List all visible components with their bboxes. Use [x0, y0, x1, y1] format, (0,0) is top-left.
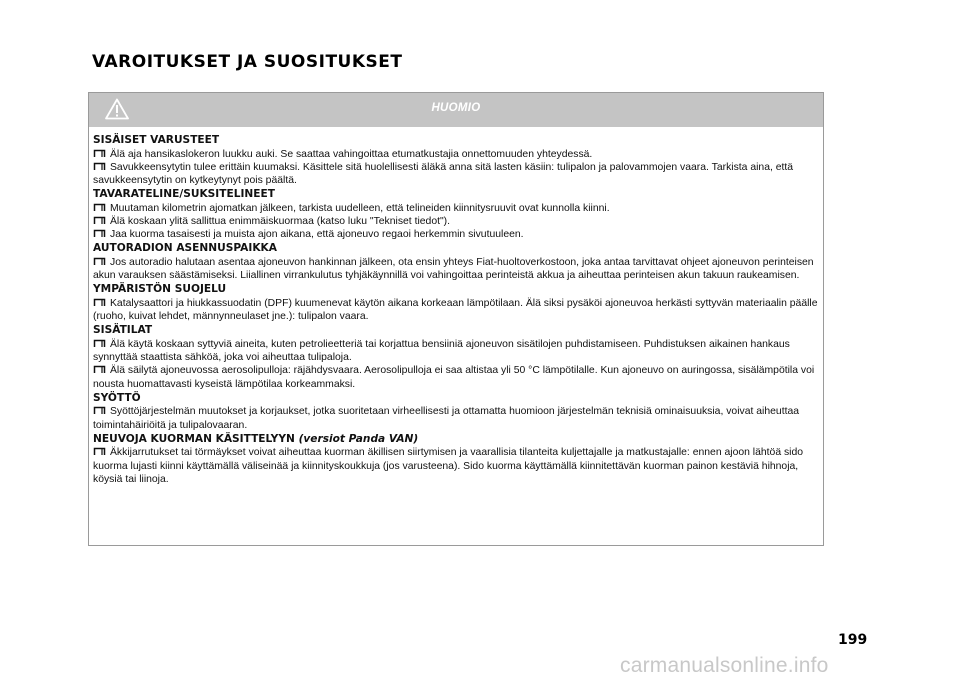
- section-title: [93, 242, 820, 256]
- section-title: [93, 433, 820, 447]
- list-item: [93, 161, 820, 187]
- list-item-text: Äkkijarrutukset tai törmäykset voivat aiheuttaa kuorman äkillisen siirtymisen ja vaarallisia tilanteita kuljettajalle ja matkustajalle: ennen ajoon lähtöä sido kuorma lujasti kiinni käyttämällä väliseinää ja kiinnityskoukkuja (jos varusteena). Sido kuorma käyttämällä kiinnitettävän kuorman painon kestäviä hihnoja, köysiä tai liinoja.: [93, 447, 804, 485]
- bullet-icon: [93, 203, 106, 212]
- bullet-icon: [93, 339, 106, 348]
- bullet-icon: [93, 257, 106, 266]
- bullet-icon: [93, 149, 106, 158]
- list-item-text: Syöttöjärjestelmän muutokset ja korjaukset, jotka suoritetaan virheellisesti ja ottamatta huomioon järjestelmän teknisiä ominaisuuksia, voivat aiheuttaa toimintahäiriöitä ja tulipalovaaran.: [93, 406, 800, 431]
- list-item: [93, 364, 820, 390]
- section-title-text: AUTORADION ASENNUSPAIKKA: [93, 242, 277, 255]
- notice-header: [89, 93, 823, 127]
- list-item: [93, 148, 820, 161]
- section-title: [93, 188, 820, 202]
- section-title: [93, 324, 820, 338]
- section-title-text: SISÄTILAT: [93, 324, 153, 337]
- list-item-text: Savukkeensytytin tulee erittäin kuumaksi. Käsittele sitä huolellisesti äläkä anna sitä lasten käsiin: tulipalon ja palovammojen vaara. Tarkista aina, että savukkeensytytin on kytkeytynyt pois päältä.: [93, 161, 794, 186]
- bullet-icon: [93, 298, 106, 307]
- list-item-text: Katalysaattori ja hiukkassuodatin (DPF) kuumenevat käytön aikana korkeaan lämpötilaan. Älä siksi pysäköi ajoneuvoa herkästi syttyvän materiaalin päälle (ruoho, kuivat lehdet, männynneulaset jne.): tulipalon vaara.: [93, 298, 818, 323]
- list-item: [93, 256, 820, 282]
- notice-title: HUOMIO: [431, 102, 481, 114]
- list-item: [93, 338, 820, 364]
- section-title-text: TAVARATELINE/SUKSITELINEET: [93, 188, 275, 201]
- page-heading: VAROITUKSET JA SUOSITUKSET: [92, 52, 403, 72]
- list-item: [93, 228, 820, 241]
- bullet-icon: [93, 229, 106, 238]
- section-title-text: SYÖTTÖ: [93, 391, 141, 404]
- list-item-text: Älä säilytä ajoneuvossa aerosolipulloja: räjähdysvaara. Aerosolipulloja ei saa altistaa yli 50 °C lämpötilalle. Kun ajoneuvo on auringossa, sisälämpötila voi nousta huomattavasti kyseistä lämpötilaa korkeammaksi.: [93, 365, 815, 390]
- list-item-text: Jos autoradio halutaan asentaa ajoneuvon hankinnan jälkeen, ota ensin yhteys Fiat-huoltoverkostoon, joka antaa tarvittavat ohjeet ajoneuvon perinteisen akun varauksen säästämiseksi. Liiallinen virrankulutus tyhjäkäynnillä voi vahingoittaa perinteistä akkua ja aiheuttaa perinteisen akun takuun raukeamisen.: [93, 257, 814, 282]
- list-item-text: Älä käytä koskaan syttyviä aineita, kuten petrolieetteriä tai korjattua bensiiniä ajoneuvon sisätilojen puhdistamiseen. Puhdistuksen aikainen hankaus synnyttää staattista sähköä, joka voi aiheuttaa tulipaloja.: [93, 339, 790, 364]
- bullet-icon: [93, 365, 106, 374]
- section-title-text: YMPÄRISTÖN SUOJELU: [93, 283, 227, 296]
- list-item: [93, 215, 820, 228]
- list-item-text: Jaa kuorma tasaisesti ja muista ajon aikana, että ajoneuvo regaoi herkemmin sivutuuleen.: [110, 229, 524, 241]
- bullet-icon: [93, 216, 106, 225]
- page-number: 199: [838, 632, 868, 648]
- section-title-text: SISÄISET VARUSTEET: [93, 134, 220, 146]
- section-title: [93, 283, 820, 297]
- warning-notice-box: [88, 92, 824, 546]
- section-title-text: NEUVOJA KUORMAN KÄSITTELYYN: [93, 432, 295, 445]
- list-item-text: Älä koskaan ylitä sallittua enimmäiskuormaa (katso luku "Tekniset tiedot").: [110, 216, 451, 227]
- section-title: [93, 134, 820, 148]
- list-item-text: Muutaman kilometrin ajomatkan jälkeen, tarkista uudelleen, että telineiden kiinnitysruuvit ovat kunnolla kiinni.: [110, 202, 610, 214]
- list-item: [93, 202, 820, 215]
- section-title: [93, 392, 820, 406]
- list-item: [93, 405, 820, 431]
- list-item: [93, 297, 820, 323]
- watermark-text: carmanualsonline.info: [620, 654, 829, 677]
- bullet-icon: [93, 447, 106, 456]
- bullet-icon: [93, 406, 106, 415]
- list-item: [93, 446, 820, 486]
- section-subtitle: (versiot Panda VAN): [298, 432, 419, 445]
- list-item-text: Älä aja hansikaslokeron luukku auki. Se saattaa vahingoittaa etumatkustajia onnettomuuden yhteydessä.: [110, 148, 593, 160]
- notice-body: [89, 127, 823, 486]
- bullet-icon: [93, 162, 106, 171]
